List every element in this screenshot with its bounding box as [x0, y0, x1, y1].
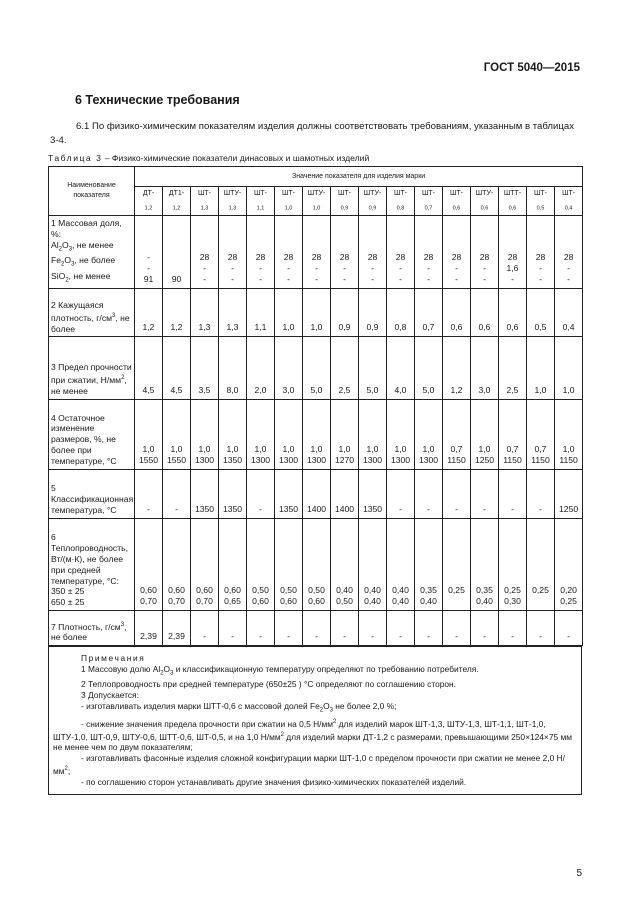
row-label: 2 Кажущаяся плотность, $г/см^3$, не более [49, 289, 135, 337]
grade-header: ШТ- $_{1,1}$ [247, 187, 275, 216]
notes-title: Примечания [81, 653, 146, 663]
value-cell: 1,0 1250 [471, 399, 499, 469]
value-cell: - [135, 469, 163, 518]
value-cell: - [415, 610, 443, 645]
value-cell: 0,60 0,65 [219, 518, 247, 610]
value-cell: 28 - - [331, 216, 359, 289]
value-cell: - [219, 610, 247, 645]
grade-header: ШТ- $_{0,7}$ [415, 187, 443, 216]
value-cell: 1,0 1150 [555, 399, 583, 469]
value-cell: 1,0 [303, 289, 331, 337]
value-cell: 0,35 0,40 [471, 518, 499, 610]
table-row [49, 216, 583, 289]
value-cell: 1,0 1300 [275, 399, 303, 469]
row-label: 6 Теплопроводность, Вт/(м·К), не более при средней температуре, °С: 350 ± 25 650 ± 25 [49, 518, 135, 610]
value-cell: 0,50 0,60 [247, 518, 275, 610]
value-cell: 1,0 1550 [163, 399, 191, 469]
table-caption-label: Таблица 3 [48, 153, 103, 163]
table-caption-text: – Физико-химические показатели динасовых и шамотных изделий [102, 153, 370, 163]
value-cell: 28 - - [219, 216, 247, 289]
value-cell: 28 - - [527, 216, 555, 289]
value-cell: 4,5 [163, 337, 191, 399]
value-cell: 0,20 0,25 [555, 518, 583, 610]
grade-header: ШТУ- $_{0,6}$ [471, 187, 499, 216]
table-row [49, 469, 583, 518]
grade-header: ШТ- $_{0,5}$ [527, 187, 555, 216]
value-cell: 1,0 1300 [387, 399, 415, 469]
value-cell: 1,2 [163, 289, 191, 337]
value-cell: 1,0 [555, 337, 583, 399]
value-cell: 90 [163, 216, 191, 289]
grade-header: ШТ- $_{1,0}$ [275, 187, 303, 216]
table-row [49, 289, 583, 337]
value-cell: 1250 [555, 469, 583, 518]
value-cell: 3,0 [275, 337, 303, 399]
note-item: - по соглашению сторон устанавливать другие значения физико-химических показателей изделий. [81, 776, 467, 787]
value-cell: 1,0 1350 [219, 399, 247, 469]
value-cell: - [247, 610, 275, 645]
value-cell: 28 1,6 - [499, 216, 527, 289]
grade-header: ШТ- $_{0,6}$ [443, 187, 471, 216]
value-cell: 0,40 0,40 [359, 518, 387, 610]
grade-header: ШТ- $_{0,4}$ [555, 187, 583, 216]
value-cell: 1400 [331, 469, 359, 518]
value-cell: 1,0 1270 [331, 399, 359, 469]
note-item: - изготавливать фасонные изделия сложной конфигурации марки ШТ-1,0 с пределом прочности при сжатии не менее 2,0 $Н/мм^2$; [53, 753, 566, 776]
grade-header: ШТТ- $_{0,6}$ [499, 187, 527, 216]
table-row [49, 518, 583, 610]
value-cell: 0,40 0,50 [331, 518, 359, 610]
value-cell: - [527, 610, 555, 645]
paragraph-6-1: 6.1 По физико-химическим показателям изделия должны соответствовать требованиям, указанным в таблицах 3-4. [50, 121, 575, 146]
value-cell: 3,5 [191, 337, 219, 399]
row-label: 7 Плотность, $г/см^3$, не более [49, 610, 135, 645]
value-cell: - [191, 610, 219, 645]
value-cell: 0,60 0,70 [191, 518, 219, 610]
value-cell: - [443, 610, 471, 645]
value-cell: 0,7 1150 [527, 399, 555, 469]
grade-header: ШТ- $_{0,8}$ [387, 187, 415, 216]
value-cell: 0,25 [527, 518, 555, 610]
value-cell: 0,40 0,40 [387, 518, 415, 610]
value-cell: 8,0 [219, 337, 247, 399]
value-cell: 0,6 [443, 289, 471, 337]
value-cell: - [415, 469, 443, 518]
value-cell: 2,5 [331, 337, 359, 399]
value-cell: 28 - - [555, 216, 583, 289]
value-cell: 0,60 0,70 [163, 518, 191, 610]
table-caption [48, 153, 369, 163]
value-cell: 0,50 0,60 [275, 518, 303, 610]
row-label: 1 Массовая доля, %: $Al_2O_3$, не менее $Fe_2O_3$, не более SiO$_2$, не менее [49, 216, 135, 289]
properties-table [48, 166, 583, 646]
value-cell: 1350 [191, 469, 219, 518]
value-cell: 1,0 1550 [135, 399, 163, 469]
grade-header: ШТ- $_{1,3}$ [191, 187, 219, 216]
grade-header: ДТ- $_{1,2}$ [135, 187, 163, 216]
value-cell: 0,5 [527, 289, 555, 337]
value-cell: 0,25 [443, 518, 471, 610]
value-cell: 4,0 [387, 337, 415, 399]
value-cell: - [443, 469, 471, 518]
table-row [49, 399, 583, 469]
value-cell: 0,6 [471, 289, 499, 337]
value-group-header: Значение показателя для изделия марки [135, 167, 583, 187]
value-cell: 28 - - [247, 216, 275, 289]
value-cell: 0,4 [555, 289, 583, 337]
value-cell: 1,0 1300 [359, 399, 387, 469]
table-row [49, 610, 583, 645]
note-item: 2 Теплопроводность при средней температуре (650±25 ) °С определяют по соглашению сторон. [81, 679, 456, 690]
value-cell: 1,3 [219, 289, 247, 337]
note-item: - снижение значения предела прочности при сжатии на 0,5 $Н/мм^2$ для изделий марок ШТ-1,3, ШТУ-1,3, ШТ-1,1, ШТ-1,0, ШТУ-1,0, ШТ-0,9, ШТУ-0,6, ШТТ-0,6, ШТ-0,5, и на 1,0 $Н/мм^2$ для изделий марки ДТ-1,2 с размерами, превышающими 250×124×75 мм не менее чем по двум показателям; [53, 718, 572, 753]
value-cell: - [387, 469, 415, 518]
value-cell: 1400 [303, 469, 331, 518]
value-cell: 28 - - [275, 216, 303, 289]
value-cell: 1,2 [443, 337, 471, 399]
value-cell: 0,60 0,70 [135, 518, 163, 610]
grade-header: ДТ1- $_{1,2}$ [163, 187, 191, 216]
value-cell: - [499, 469, 527, 518]
grade-header: ШТУ- $_{1,3}$ [219, 187, 247, 216]
value-cell: - [359, 610, 387, 645]
standard-number: ГОСТ 5040—2015 [483, 62, 580, 74]
grade-header: ШТ- $_{0,9}$ [331, 187, 359, 216]
value-cell: - [471, 469, 499, 518]
section-title: 6 Технические требования [75, 93, 240, 107]
value-cell: 1,0 [275, 289, 303, 337]
value-cell: 1,2 [135, 289, 163, 337]
value-cell: 5,0 [303, 337, 331, 399]
value-cell: - [471, 610, 499, 645]
value-cell: - [275, 610, 303, 645]
notes-table [48, 646, 582, 795]
grade-header: ШТУ- $_{0,9}$ [359, 187, 387, 216]
value-cell: 0,25 0,30 [499, 518, 527, 610]
value-cell: 4,5 [135, 337, 163, 399]
value-cell: 5,0 [415, 337, 443, 399]
note-item: 3 Допускается: [81, 690, 139, 701]
value-cell: 2,0 [247, 337, 275, 399]
value-cell: 1350 [275, 469, 303, 518]
row-label: 5 Классификационная температура, °С [49, 469, 135, 518]
value-cell: 1,0 [527, 337, 555, 399]
page-number: 5 [576, 868, 582, 879]
value-cell: 28 - - [471, 216, 499, 289]
value-cell: 0,7 [415, 289, 443, 337]
row-label: 4 Остаточное изменение размеров, %, не более при температуре, °С [49, 399, 135, 469]
value-cell: - [387, 610, 415, 645]
value-cell: 2,39 [135, 610, 163, 645]
value-cell: 3,0 [471, 337, 499, 399]
grade-header: ШТУ- $_{1,0}$ [303, 187, 331, 216]
value-cell: 28 - - [359, 216, 387, 289]
value-cell: - [331, 610, 359, 645]
value-cell: 0,9 [359, 289, 387, 337]
value-cell: 0,6 [499, 289, 527, 337]
value-cell: 2,39 [163, 610, 191, 645]
notes-box [53, 653, 577, 788]
value-cell: - - 91 [135, 216, 163, 289]
value-cell: 5,0 [359, 337, 387, 399]
name-column-header: Наименование показателя [49, 167, 135, 216]
value-cell: 1,0 1300 [415, 399, 443, 469]
value-cell: 28 - - [191, 216, 219, 289]
value-cell: 1,0 1300 [247, 399, 275, 469]
value-cell: 0,7 1150 [499, 399, 527, 469]
value-cell: 2,5 [499, 337, 527, 399]
value-cell: 28 - - [415, 216, 443, 289]
value-cell: 0,7 1150 [443, 399, 471, 469]
value-cell: 28 - - [387, 216, 415, 289]
value-cell: 1,3 [191, 289, 219, 337]
value-cell: - [555, 610, 583, 645]
value-cell: 0,9 [331, 289, 359, 337]
value-cell: 1,1 [247, 289, 275, 337]
row-label: 3 Предел прочности при сжатии, $Н/мм^2$, не менее [49, 337, 135, 399]
value-cell: - [527, 469, 555, 518]
value-cell: 28 - - [443, 216, 471, 289]
value-cell: 0,35 0,40 [415, 518, 443, 610]
value-cell: - [163, 469, 191, 518]
value-cell: - [303, 610, 331, 645]
value-cell: 1350 [359, 469, 387, 518]
value-cell: 0,8 [387, 289, 415, 337]
value-cell: 1,0 1300 [191, 399, 219, 469]
value-cell: 1,0 1300 [303, 399, 331, 469]
value-cell: - [247, 469, 275, 518]
value-cell: 1350 [219, 469, 247, 518]
note-item: 1 Массовую долю $Al_2O_3$ и классификационную температуру определяют по требованию потребителя. [81, 663, 479, 677]
value-cell: - [499, 610, 527, 645]
note-item: - изготавливать изделия марки ШТТ-0,6 с массовой долей $Fe_2O_3$ не более 2,0 %; [81, 701, 397, 714]
value-cell: 0,50 0,60 [303, 518, 331, 610]
value-cell: 28 - - [303, 216, 331, 289]
table-row [49, 337, 583, 399]
